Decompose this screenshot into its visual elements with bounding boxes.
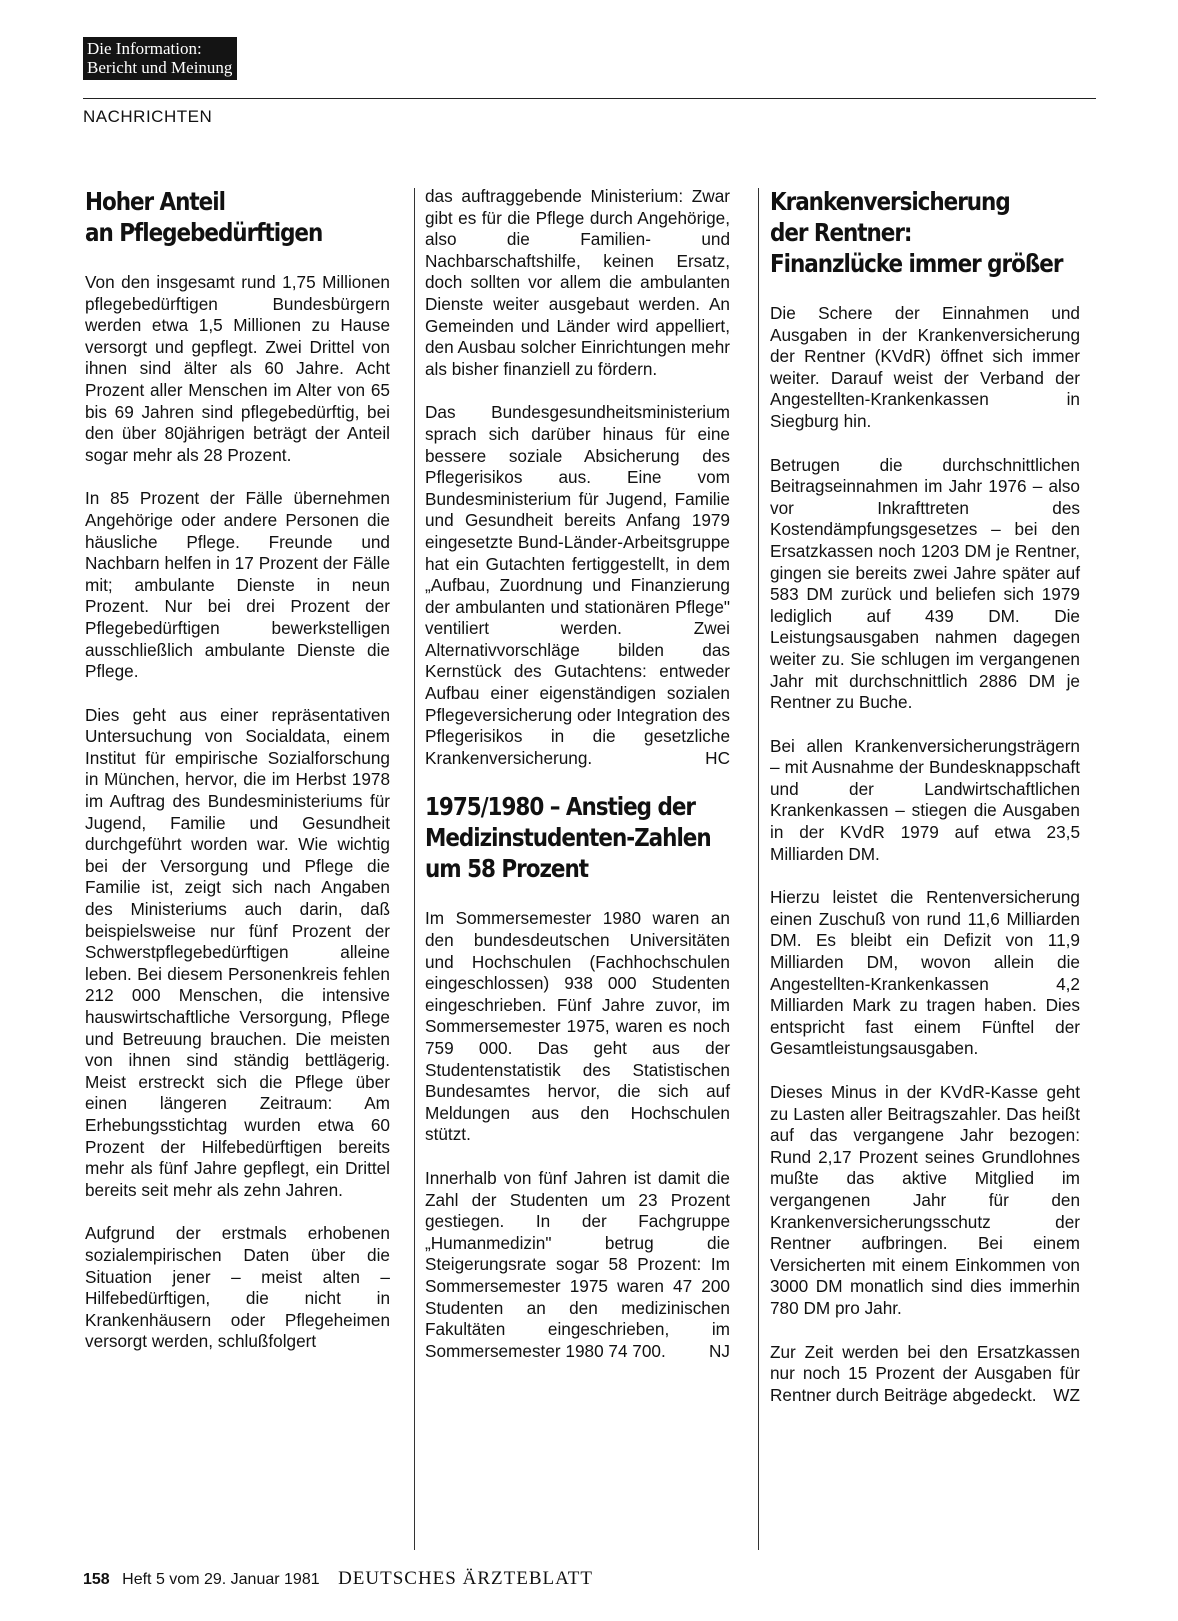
column-1 [85, 186, 390, 1375]
article2-last-paragraph [425, 1168, 730, 1362]
page-footer [83, 1568, 593, 1590]
issue-info: Heft 5 vom 29. Januar 1981 [122, 1571, 320, 1588]
article3-title-line2: der Rentner: [770, 218, 912, 247]
article1-paragraph: Von den insgesamt rund 1,75 Millionen pflegebedürftigen Bundesbürgern werden etwa 1,5 Millionen zu Hause versorgt und gepflegt. Zwei Drittel von ihnen sind älter als 60 Jahre. Acht Prozent aller Menschen im Alter von 65 bis 69 Jahren sind pflegebedürftig, bei den über 80jährigen beträgt der Anteil sogar mehr als 28 Prozent. [85, 272, 390, 465]
column-divider-1 [414, 188, 415, 1550]
article3-paragraph: Die Schere der Einnahmen und Ausgaben in der Krankenversicherung der Rentner (KVdR) öffnet sich immer weiter. Darauf weist der Verband der Angestellten-Krankenkassen in Siegburg hin. [770, 303, 1080, 431]
article2-title-line3: um 58 Prozent [425, 854, 588, 884]
badge-line-2: Bericht und Meinung [87, 58, 233, 77]
article3-paragraph: Bei allen Krankenversicherungsträgern – mit Ausnahme der Bundesknappschaft und der Landwirtschaftlichen Krankenkassen – stiegen die Ausgaben in der KVdR 1979 auf etwa 23,5 Milliarden DM. [770, 735, 1080, 864]
article1-paragraph: das auftraggebende Ministerium: Zwar gibt es für die Pflege durch Angehörige, also die Familien- und Nachbarschaftshilfe, keinen Ersatz, doch sollten vor allem die ambulanten Dienste weiter ausgebaut werden. An Gemeinden und Länder wird appelliert, den Ausbau solcher Einrichtungen mehr als bisher finanziell zu fördern. [425, 186, 730, 379]
article1-paragraph: Aufgrund der erstmals erhobenen sozialempirischen Daten über die Situation jener – meist alten – Hilfebedürftigen, die nicht in Krankenhäusern oder Pflegeheimen versorgt werden, schlußfolgert [85, 1223, 390, 1352]
article3-paragraph: Dieses Minus in der KVdR-Kasse geht zu Lasten aller Beitragszahler. Das heißt auf das vergangene Jahr bezogen: Rund 2,17 Prozent seines Grundlohnes mußte das aktive Mitglied im vergangenen Jahr für den Krankenversicherungsschutz der Rentner aufbringen. Bei einem Versicherten mit einem Einkommen von 3000 DM monatlich sind dies immerhin 780 DM pro Jahr. [770, 1082, 1080, 1318]
article2-title-line2: Medizinstudenten-Zahlen [425, 823, 711, 853]
article3-paragraph: Hierzu leistet die Rentenversicherung einen Zuschuß von rund 11,6 Milliarden DM. Es bleibt ein Defizit von 11,9 Milliarden DM, wovon allein die Angestellten-Krankenkassen 4,2 Milliarden Mark zu tragen haben. Dies entspricht fast einem Fünftel der Gesamtleistungsausgaben. [770, 887, 1080, 1059]
article1-paragraph: In 85 Prozent der Fälle übernehmen Angehörige oder andere Personen die häusliche Pflege. Freunde und Nachbarn helfen in 17 Prozent der Fälle mit; ambulante Dienste in neun Prozent. Nur bei drei Prozent der Pflegebedürftigen bewerkstelligen ausschließlich ambulante Dienste die Pflege. [85, 488, 390, 682]
article3-last-paragraph [770, 1342, 1080, 1407]
article3-title-line1: Krankenversicherung [770, 187, 1010, 216]
article2-paragraph: Im Sommersemester 1980 waren an den bundesdeutschen Universitäten und Hochschulen (Fachhochschulen eingeschlossen) 938 000 Studenten eingeschrieben. Fünf Jahre zuvor, im Sommersemester 1975, waren es noch 759 000. Das geht aus der Studentenstatistik des Statistischen Bundesamtes hervor, die sich auf Meldungen aus den Hochschulen stützt. [425, 908, 730, 1145]
article1-title-line2: an Pflegebedürftigen [85, 218, 323, 247]
article3-signature: WZ [1053, 1384, 1080, 1405]
section-badge [83, 37, 237, 80]
article2-signature: NJ [708, 1340, 730, 1361]
article1-last-paragraph [425, 402, 730, 769]
article1-title [85, 186, 389, 248]
page-number: 158 [83, 1571, 110, 1588]
article1-paragraph-text: Das Bundesgesundheitsministerium sprach sich darüber hinaus für eine bessere soziale Absicherung des Pflegerisikos aus. Eine vom Bundesministerium für Jugend, Familie und Gesundheit bereits Anfang 1979 eingesetzte Bund-Länder-Arbeitsgruppe hat ein Gutachten fertiggestellt, in dem „Aufbau, Zuordnung und Finanzierung der ambulanten und stationären Pflege" ventiliert werden. Zwei Alternativvorschläge bilden das Kernstück des Gutachtens: entweder Aufbau einer eigenständigen sozialen Pflegeversicherung oder Integration des Pflegerisikos in die gesetzliche Krankenversicherung. [425, 402, 730, 768]
article1-title-line1: Hoher Anteil [85, 187, 225, 216]
article2-title-line1: 1975/1980 – Anstieg der [425, 792, 695, 822]
article3-paragraph: Betrugen die durchschnittlichen Beitragseinnahmen im Jahr 1976 – also vor Inkrafttreten des Kostendämpfungsgesetzes – bei den Ersatzkassen noch 1203 DM je Rentner, gingen sie bereits zwei Jahre später auf 583 DM zurück und beliefen sich 1979 lediglich auf 439 DM. Die Leistungsausgaben nahmen dagegen weiter zu. Sie schlugen im vergangenen Jahr mit durchschnittlich 2886 DM je Rentner zu Buche. [770, 454, 1080, 713]
article3-title-line3: Finanzlücke immer größer [770, 249, 1063, 278]
article3-title [770, 186, 1079, 279]
column-divider-2 [758, 188, 759, 1550]
section-label: NACHRICHTEN [83, 107, 213, 126]
article2-paragraph-text: Innerhalb von fünf Jahren ist damit die Zahl der Studenten um 23 Prozent gestiegen. In der Fachgruppe „Humanmedizin" betrug die Steigerungsrate sogar 58 Prozent: Im Sommersemester 1975 waren 47 200 Studenten an den medizinischen Fakultäten eingeschrieben, im Sommersemester 1980 74 700. [425, 1167, 730, 1361]
article1-paragraph: Dies geht aus einer repräsentativen Untersuchung von Socialdata, einem Institut für empirische Sozialforschung in München, hervor, die im Herbst 1978 im Auftrag des Bundesministeriums für Jugend, Familie und Gesundheit durchgeführt worden war. Wie wichtig bei der Versorgung und Pflege die Familie ist, zeigt sich nach Angaben des Ministeriums auch darin, daß beispielsweise nur fünf Prozent der Schwerstpflegebedürftigen alleine leben. Bei diesem Personenkreis fehlen 212 000 Menschen, die intensive hauswirtschaftliche Versorgung, Pflege und Betreuung brauchen. Die meisten von ihnen sind ständig bettlägerig. Meist erstreckt sich die Pflege über einen längeren Zeitraum: Am Erhebungsstichtag wurden etwa 60 Prozent der Hilfebedürftigen bereits mehr als fünf Jahre gepflegt, ein Drittel bereits seit mehr als zehn Jahren. [85, 704, 390, 1200]
article1-signature: HC [705, 747, 730, 768]
article3-paragraph-text: Zur Zeit werden bei den Ersatzkassen nur noch 15 Prozent der Ausgaben für Rentner durch Beiträge abgedeckt. [770, 1341, 1080, 1405]
article2-title [425, 791, 729, 884]
column-2 [425, 186, 730, 1384]
column-3 [770, 186, 1080, 1428]
header-rule [83, 98, 1096, 99]
badge-line-1: Die Information: [87, 39, 202, 58]
journal-name: DEUTSCHES ÄRZTEBLATT [338, 1568, 593, 1589]
